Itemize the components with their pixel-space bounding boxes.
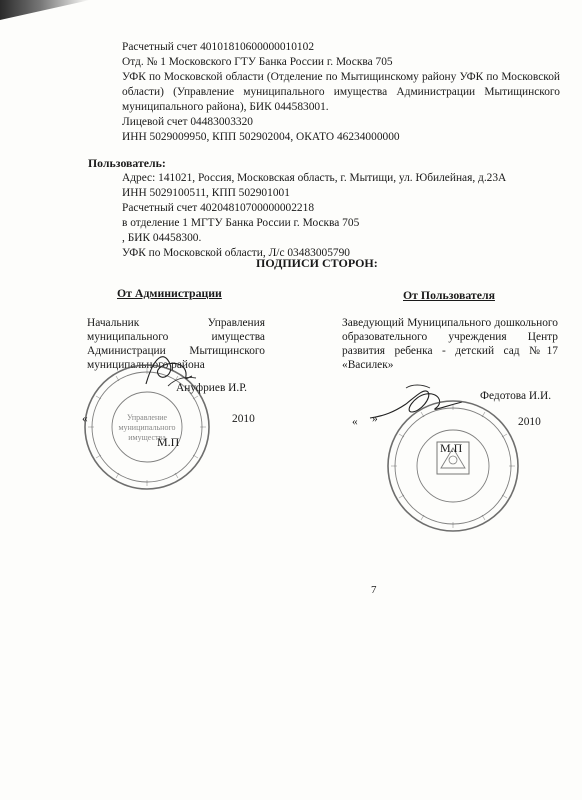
user-tax-ids: ИНН 5029100511, КПП 502901001 [122, 187, 290, 199]
settlement-account: Расчетный счет 40101810600000010102 [122, 41, 315, 53]
admin-stamp-mark: М.П [157, 435, 180, 449]
admin-date-year: 2010 [232, 413, 255, 425]
user-stamp-seal [385, 398, 521, 534]
user-stamp-mark: М.П [440, 441, 463, 455]
user-details-block [122, 171, 562, 261]
user-date-quote-close: » [372, 413, 378, 425]
bank-details-block [122, 40, 560, 145]
svg-text:муниципального: муниципального [118, 423, 176, 432]
svg-text:имущества: имущества [128, 433, 166, 442]
bank-branch: Отд. № 1 Московского ГТУ Банка России г. Москва 705 [122, 56, 393, 68]
user-date-quote-open: « [352, 416, 358, 428]
page-number: 7 [371, 584, 377, 596]
admin-position: Начальник Управления муниципального имущества Администрации Мытищинского муниципального района [87, 317, 265, 371]
admin-heading: От Администрации [117, 286, 222, 300]
user-signer-name: Федотова И.И. [480, 390, 552, 402]
user-section-title: Пользователь: [88, 156, 166, 170]
user-bik: , БИК 04458300. [122, 232, 202, 244]
stamp-inner-text: Управление [126, 413, 168, 422]
tax-ids: ИНН 5029009950, КПП 502902004, ОКАТО 46234000000 [122, 131, 400, 143]
user-date-year: 2010 [518, 416, 541, 428]
signatures-title: ПОДПИСИ СТОРОН: [256, 256, 378, 270]
user-heading: От Пользователя [403, 288, 495, 302]
admin-date-quote: « [82, 413, 88, 425]
scan-corner-shadow [0, 0, 90, 20]
user-branch: в отделение 1 МГТУ Банка России г. Москва 705 [122, 217, 360, 229]
admin-signer-name: Ануфриев И.Р. [176, 382, 248, 394]
user-settlement-account: Расчетный счет 40204810700000002218 [122, 202, 315, 214]
user-position: Заведующий Муниципального дошкольного образовательного учреждения Центр развития ребенка - детский сад №17 «Василек» [342, 317, 558, 371]
personal-account: Лицевой счет 04483003320 [122, 116, 253, 128]
user-address: Адрес: 141021, Россия, Московская область, г. Мытищи, ул. Юбилейная, д.23А [122, 172, 507, 184]
user-ufk: УФК по Московской области, Л/с 03483005790 [122, 247, 351, 259]
ufk-line: УФК по Московской области (Отделение по Мытищинскому району УФК по Московской области) (Управление муниципального имущества Администрации Мытищинского муниципального района), БИК 044583001. [122, 71, 560, 113]
